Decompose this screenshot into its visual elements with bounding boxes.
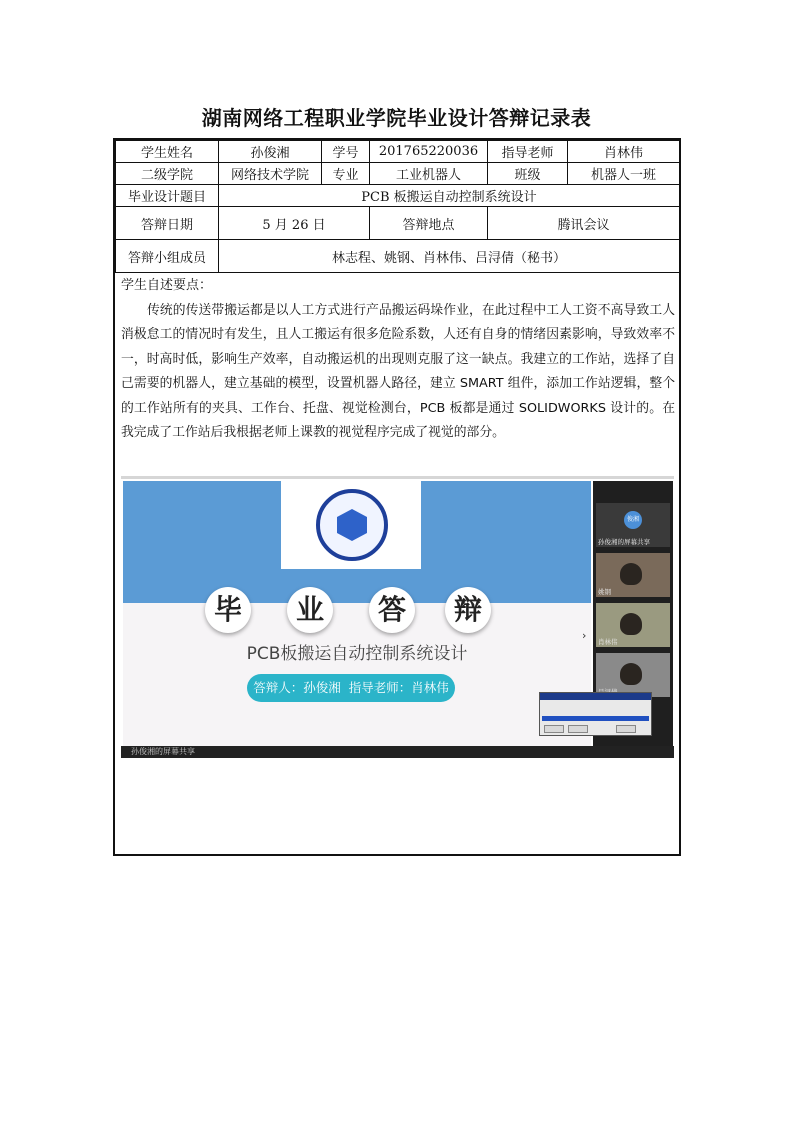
panel-label: 答辩小组成员 [116, 240, 219, 273]
screen-share-label: 孙俊湘的屏幕共享 [131, 747, 195, 756]
advisor-value: 肖林伟 [568, 141, 680, 163]
advisor-label: 指导老师 [488, 141, 568, 163]
statement-text: 传统的传送带搬运都是以人工方式进行产品搬运码垛作业，在此过程中工人工资不高导致工人消极怠工的情况时有发生，且人工搬运有很多危险系数，人还有自身的情绪因素影响，导致效率不一，时高时低，影响生产效率，自动搬运机的出现则克服了这一缺点。我建立的工作站，选择了自己需要的机器人，建立基础的模型，设置机器人路径，建立 SMART 组件，添加工作站逻辑，整个的工作站所有的夹具、工作台、托盘、视觉检测台，PCB 板都是通过 SOLIDWORKS 设计的。在我完成了工作站后我根据老师上课教的视觉程序完成了视觉的部分。 [121, 302, 675, 440]
title-char-circle: 毕 [205, 587, 251, 633]
info-table [115, 140, 680, 273]
major-label: 专业 [322, 163, 370, 185]
participant-video-icon [620, 563, 642, 585]
player-progress-bar[interactable] [542, 716, 649, 721]
participant-tile[interactable] [596, 603, 670, 647]
participant-tile[interactable] [596, 503, 670, 547]
topic-value: PCB 板搬运自动控制系统设计 [219, 185, 680, 207]
date-label: 答辩日期 [116, 207, 219, 240]
place-label: 答辩地点 [370, 207, 488, 240]
place-value: 腾讯会议 [488, 207, 680, 240]
college-value: 网络技术学院 [219, 163, 322, 185]
player-button[interactable] [544, 725, 564, 733]
participant-name: 姚钢 [598, 588, 611, 596]
title-char-circle: 辩 [445, 587, 491, 633]
student-name-label: 学生姓名 [116, 141, 219, 163]
student-id-value: 201765220036 [370, 141, 488, 163]
major-value: 工业机器人 [370, 163, 488, 185]
player-button[interactable] [616, 725, 636, 733]
topic-label: 毕业设计题目 [116, 185, 219, 207]
title-char-circle: 答 [369, 587, 415, 633]
participant-video-icon [620, 663, 642, 685]
date-value: 5 月 26 日 [219, 207, 370, 240]
title-char-circle: 业 [287, 587, 333, 633]
class-label: 班级 [488, 163, 568, 185]
slide-subtitle: PCB板搬运自动控制系统设计 [246, 644, 468, 664]
statement-label: 学生自述要点： [121, 278, 213, 293]
student-name-value: 孙俊湘 [219, 141, 322, 163]
student-statement [121, 274, 675, 446]
college-label: 二级学院 [116, 163, 219, 185]
defense-record-form [113, 138, 681, 856]
avatar: 俊湘 [624, 511, 642, 529]
participant-name: 孙俊湘的屏幕共享 [598, 538, 650, 546]
pill-defender: 答辩人：孙俊湘 [253, 680, 341, 695]
presentation-slide [123, 481, 591, 747]
meeting-screenshot [121, 476, 674, 759]
participant-tile[interactable] [596, 653, 670, 697]
document-title: 湖南网络工程职业学院毕业设计答辩记录表 [201, 106, 592, 130]
class-value: 机器人一班 [568, 163, 680, 185]
slide-presenter-pill [247, 674, 455, 702]
participant-tile[interactable] [596, 553, 670, 597]
meeting-taskbar [121, 746, 674, 758]
student-id-label: 学号 [322, 141, 370, 163]
participant-video-icon [620, 613, 642, 635]
pill-advisor: 指导老师：肖林伟 [348, 680, 449, 695]
participant-name: 肖林伟 [598, 638, 618, 646]
next-slide-icon[interactable]: › [582, 629, 587, 642]
player-title-bar [540, 693, 651, 700]
window-top-line [121, 476, 674, 479]
slide-title-circles [205, 587, 505, 637]
panel-value: 林志程、姚钢、肖林伟、吕浔倩（秘书） [219, 240, 680, 273]
media-player-widget[interactable] [539, 692, 652, 736]
player-button[interactable] [568, 725, 588, 733]
school-logo-icon [316, 489, 388, 561]
